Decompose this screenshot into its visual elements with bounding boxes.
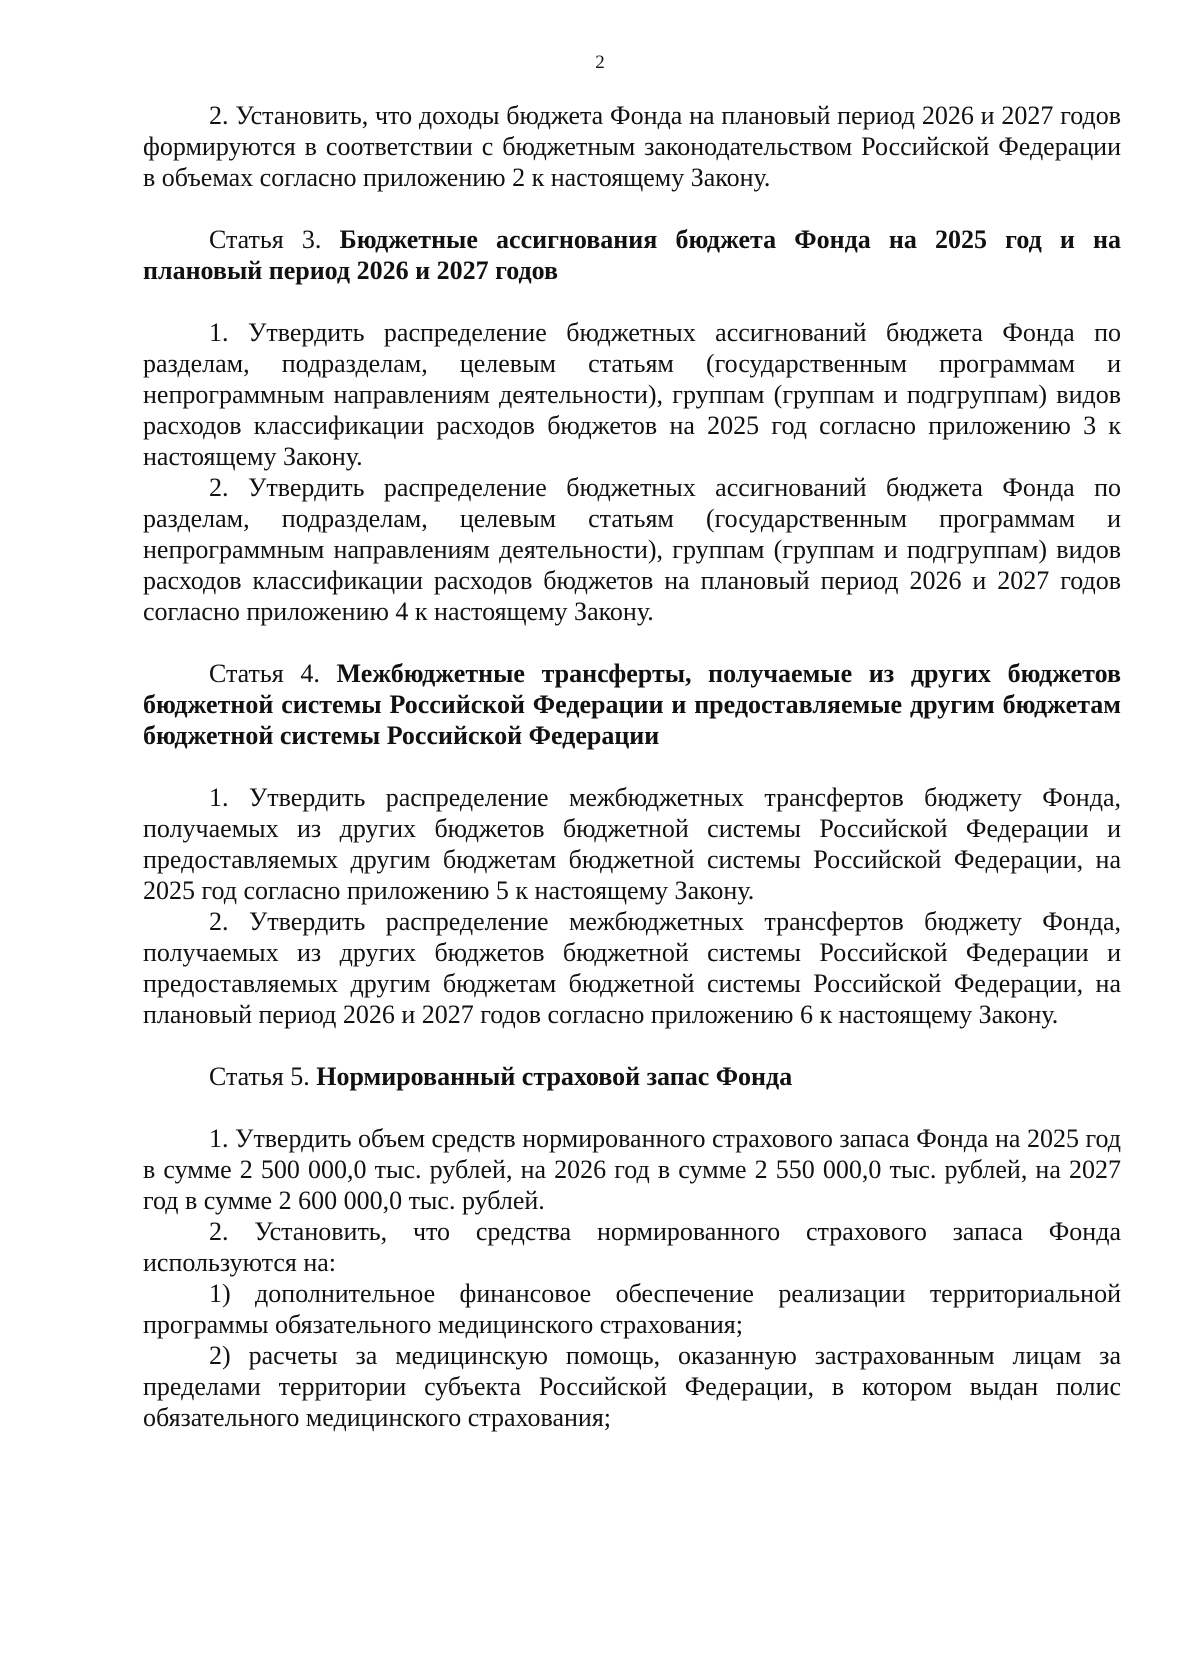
paragraph-art4-item1: 1. Утвердить распределение межбюджетных трансфертов бюджету Фонда, получаемых из других бюджетов бюджетной системы Российской Федерации и предоставляемых другим бюджетам бюджетной системы Российской Федерации, на 2025 год согласно приложению 5 к настоящему Закону. (143, 783, 1121, 905)
paragraph-art4-item2: 2. Утвердить распределение межбюджетных трансфертов бюджету Фонда, получаемых из других бюджетов бюджетной системы Российской Федерации и предоставляемых другим бюджетам бюджетной системы Российской Федерации, на плановый период 2026 и 2027 годов согласно приложению 6 к настоящему Закону. (143, 907, 1121, 1029)
document-body (143, 100, 1121, 1433)
article-5-number: Статья 5. (209, 1062, 317, 1091)
paragraph-art3-item2: 2. Утвердить распределение бюджетных ассигнований бюджета Фонда по разделам, подразделам, целевым статьям (государственным программам и непрограммным направлениям деятельности), группам (группам и подгруппам) видов расходов классификации расходов бюджетов на плановый период 2026 и 2027 годов согласно приложению 4 к настоящему Закону. (143, 473, 1121, 626)
article-4-number: Статья 4. (209, 659, 337, 688)
paragraph-art5-item1: 1. Утвердить объем средств нормированного страхового запаса Фонда на 2025 год в сумме 2 500 000,0 тыс. рублей, на 2026 год в сумме 2 550 000,0 тыс. рублей, на 2027 год в сумме 2 600 000,0 тыс. рублей. (143, 1124, 1121, 1215)
paragraph-art5-item2: 2. Установить, что средства нормированного страхового запаса Фонда используются на: (143, 1217, 1121, 1277)
article-5-heading (143, 1061, 1121, 1092)
article-5-title: Нормированный страховой запас Фонда (316, 1062, 793, 1091)
article-3-number: Статья 3. (209, 225, 340, 254)
article-4-title: Межбюджетные трансферты, получаемые из других бюджетов бюджетной системы Российской Федерации и предоставляемые другим бюджетам бюджетной системы Российской Федерации (143, 659, 1121, 750)
paragraph-art2-item2: 2. Установить, что доходы бюджета Фонда на плановый период 2026 и 2027 годов формируются в соответствии с бюджетным законодательством Российской Федерации в объемах согласно приложению 2 к настоящему Закону. (143, 101, 1121, 192)
paragraph-art3-item1: 1. Утвердить распределение бюджетных ассигнований бюджета Фонда по разделам, подразделам, целевым статьям (государственным программам и непрограммным направлениям деятельности), группам (группам и подгруппам) видов расходов классификации расходов бюджетов на 2025 год согласно приложению 3 к настоящему Закону. (143, 318, 1121, 471)
article-4-heading (143, 658, 1121, 751)
article-3-title: Бюджетные ассигнования бюджета Фонда на 2025 год и на плановый период 2026 и 2027 годов (143, 225, 1121, 285)
paragraph-art5-subitem2: 2) расчеты за медицинскую помощь, оказанную застрахованным лицам за пределами территории субъекта Российской Федерации, в котором выдан полис обязательного медицинского страхования; (143, 1341, 1121, 1432)
paragraph-art5-subitem1: 1) дополнительное финансовое обеспечение реализации территориальной программы обязательного медицинского страхования; (143, 1279, 1121, 1339)
article-3-heading (143, 224, 1121, 286)
page-number: 2 (595, 52, 605, 73)
